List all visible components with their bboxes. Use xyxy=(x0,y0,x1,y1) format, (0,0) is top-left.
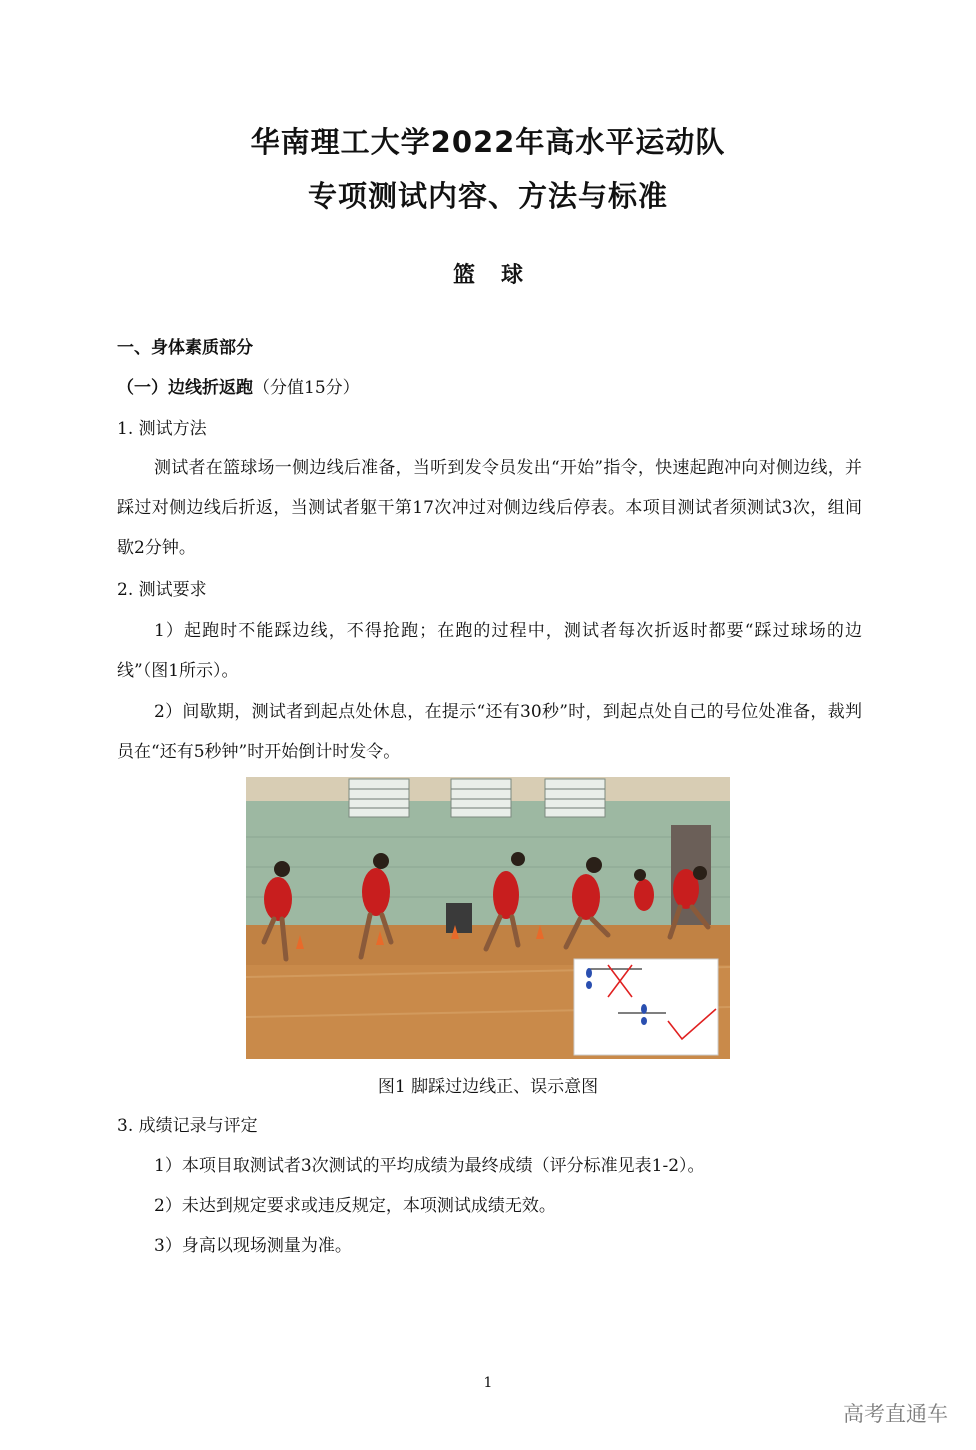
subsection-score: （分值15分） xyxy=(253,378,360,398)
page-number: 1 xyxy=(483,1375,493,1391)
scoring-rule-3: 3）身高以现场测量为准。 xyxy=(154,1236,352,1256)
item-heading-scoring: 3. 成绩记录与评定 xyxy=(117,1116,258,1136)
section-heading: 一、身体素质部分 xyxy=(117,338,253,358)
running-photo xyxy=(246,777,730,1059)
item-heading-method: 1. 测试方法 xyxy=(117,419,207,439)
scoring-rule-1: 1）本项目取测试者3次测试的平均成绩为最终成绩（评分标准见表1-2）。 xyxy=(154,1156,705,1176)
requirement-2: 2）间歇期，测试者到起点处休息，在提示“还有30秒”时，到起点处自己的号位处准备，裁判员在“还有5秒钟”时开始倒计时发令。 xyxy=(117,702,862,762)
document-subtitle: 专项测试内容、方法与标准 xyxy=(307,179,668,213)
scoring-rule-2: 2）未达到规定要求或违反规定，本项测试成绩无效。 xyxy=(154,1196,556,1216)
subsection-heading xyxy=(117,373,862,403)
sport-heading: 篮球 xyxy=(452,263,549,288)
item-heading-requirements: 2. 测试要求 xyxy=(117,580,207,600)
watermark: 高考直通车 xyxy=(843,1402,948,1426)
requirement-1: 1）起跑时不能踩边线，不得抢跑；在跑的过程中，测试者每次折返时都要“踩过球场的边线”（图1所示）。 xyxy=(117,621,862,681)
method-paragraph: 测试者在篮球场一侧边线后准备，当听到发令员发出“开始”指令，快速起跑冲向对侧边线，并踩过对侧边线后折返，当测试者躯干第17次冲过对侧边线后停表。本项目测试者须测试3次，组间歇2分钟。 xyxy=(117,458,862,558)
figure-caption: 图1 脚踩过边线正、误示意图 xyxy=(377,1077,599,1097)
subsection-title: （一）边线折返跑 xyxy=(117,378,253,398)
document-title: 华南理工大学2022年高水平运动队 xyxy=(250,125,726,159)
